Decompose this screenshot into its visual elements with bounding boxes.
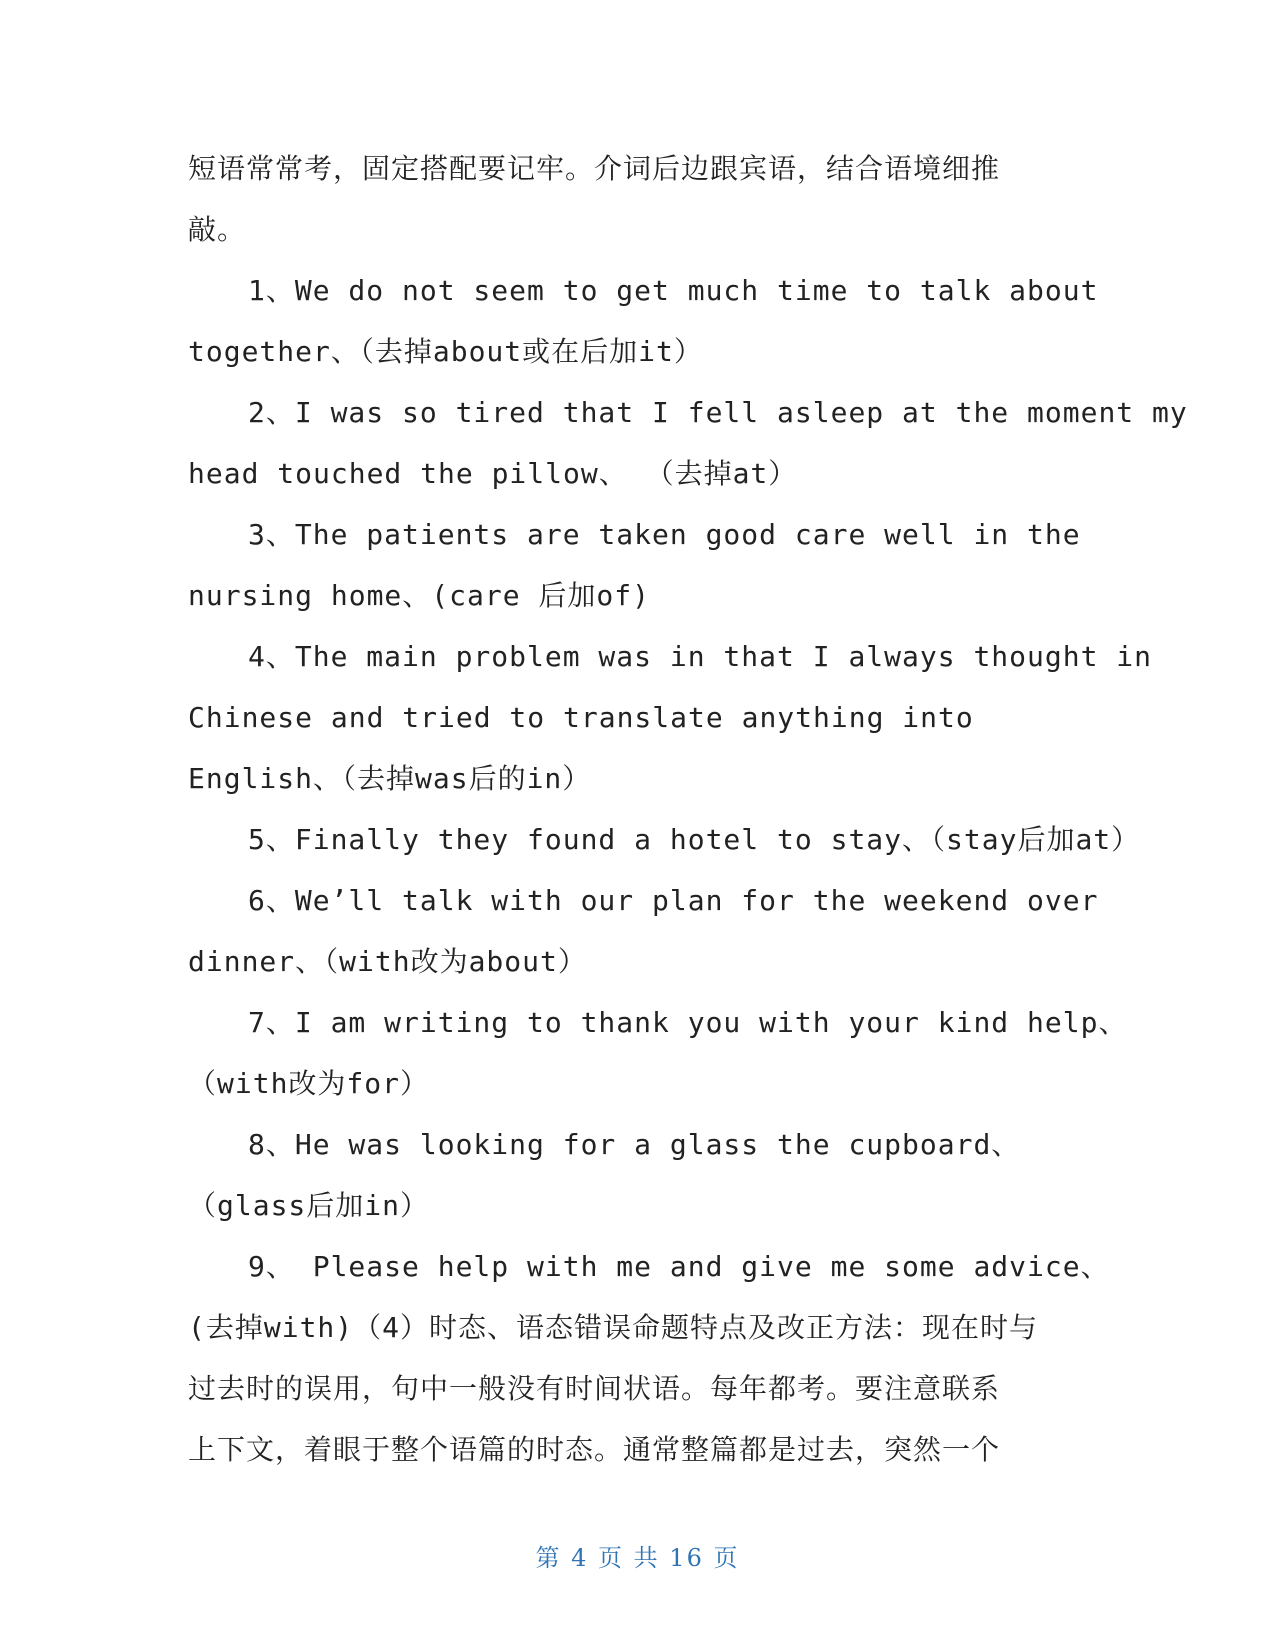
example-line: 7、I am writing to thank you with your kind help、 <box>248 1006 1128 1039</box>
text-line: 短语常常考，固定搭配要记牢。介词后边跟宾语，结合语境细推 <box>188 152 1001 185</box>
text-line: English、（去掉was后的in） <box>188 762 592 795</box>
text-line: dinner、（with改为about） <box>188 945 587 978</box>
text-line: nursing home、(care 后加of) <box>188 579 651 612</box>
text-line: head touched the pillow、 （去掉at） <box>188 457 798 490</box>
example-line: 6、We’ll talk with our plan for the weekend over <box>248 884 1099 917</box>
text-line: (去掉with)（4）时态、语态错误命题特点及改正方法：现在时与 <box>188 1311 1039 1344</box>
text-line: Chinese and tried to translate anything into <box>188 701 974 734</box>
document-body <box>188 138 1188 1480</box>
example-line: 5、Finally they found a hotel to stay、（stay后加at） <box>248 823 1141 856</box>
example-line: 4、The main problem was in that I always thought in <box>248 640 1153 673</box>
text-line: together、（去掉about或在后加it） <box>188 335 703 368</box>
page-number-footer: 第 4 页 共 16 页 <box>535 1544 740 1572</box>
text-line: 上下文，着眼于整个语篇的时态。通常整篇都是过去，突然一个 <box>188 1433 1001 1466</box>
example-line: 1、We do not seem to get much time to talk about <box>248 274 1099 307</box>
text-line: （glass后加in） <box>188 1189 430 1222</box>
example-line: 9、 Please help with me and give me some advice、 <box>248 1250 1110 1283</box>
example-line: 3、The patients are taken good care well in the <box>248 518 1081 551</box>
text-line: 过去时的误用，句中一般没有时间状语。每年都考。要注意联系 <box>188 1372 1001 1405</box>
example-line: 8、He was looking for a glass the cupboard、 <box>248 1128 1021 1161</box>
text-line: 敲。 <box>188 213 247 246</box>
example-line: 2、I was so tired that I fell asleep at the moment my <box>248 396 1188 429</box>
text-line: （with改为for） <box>188 1067 430 1100</box>
